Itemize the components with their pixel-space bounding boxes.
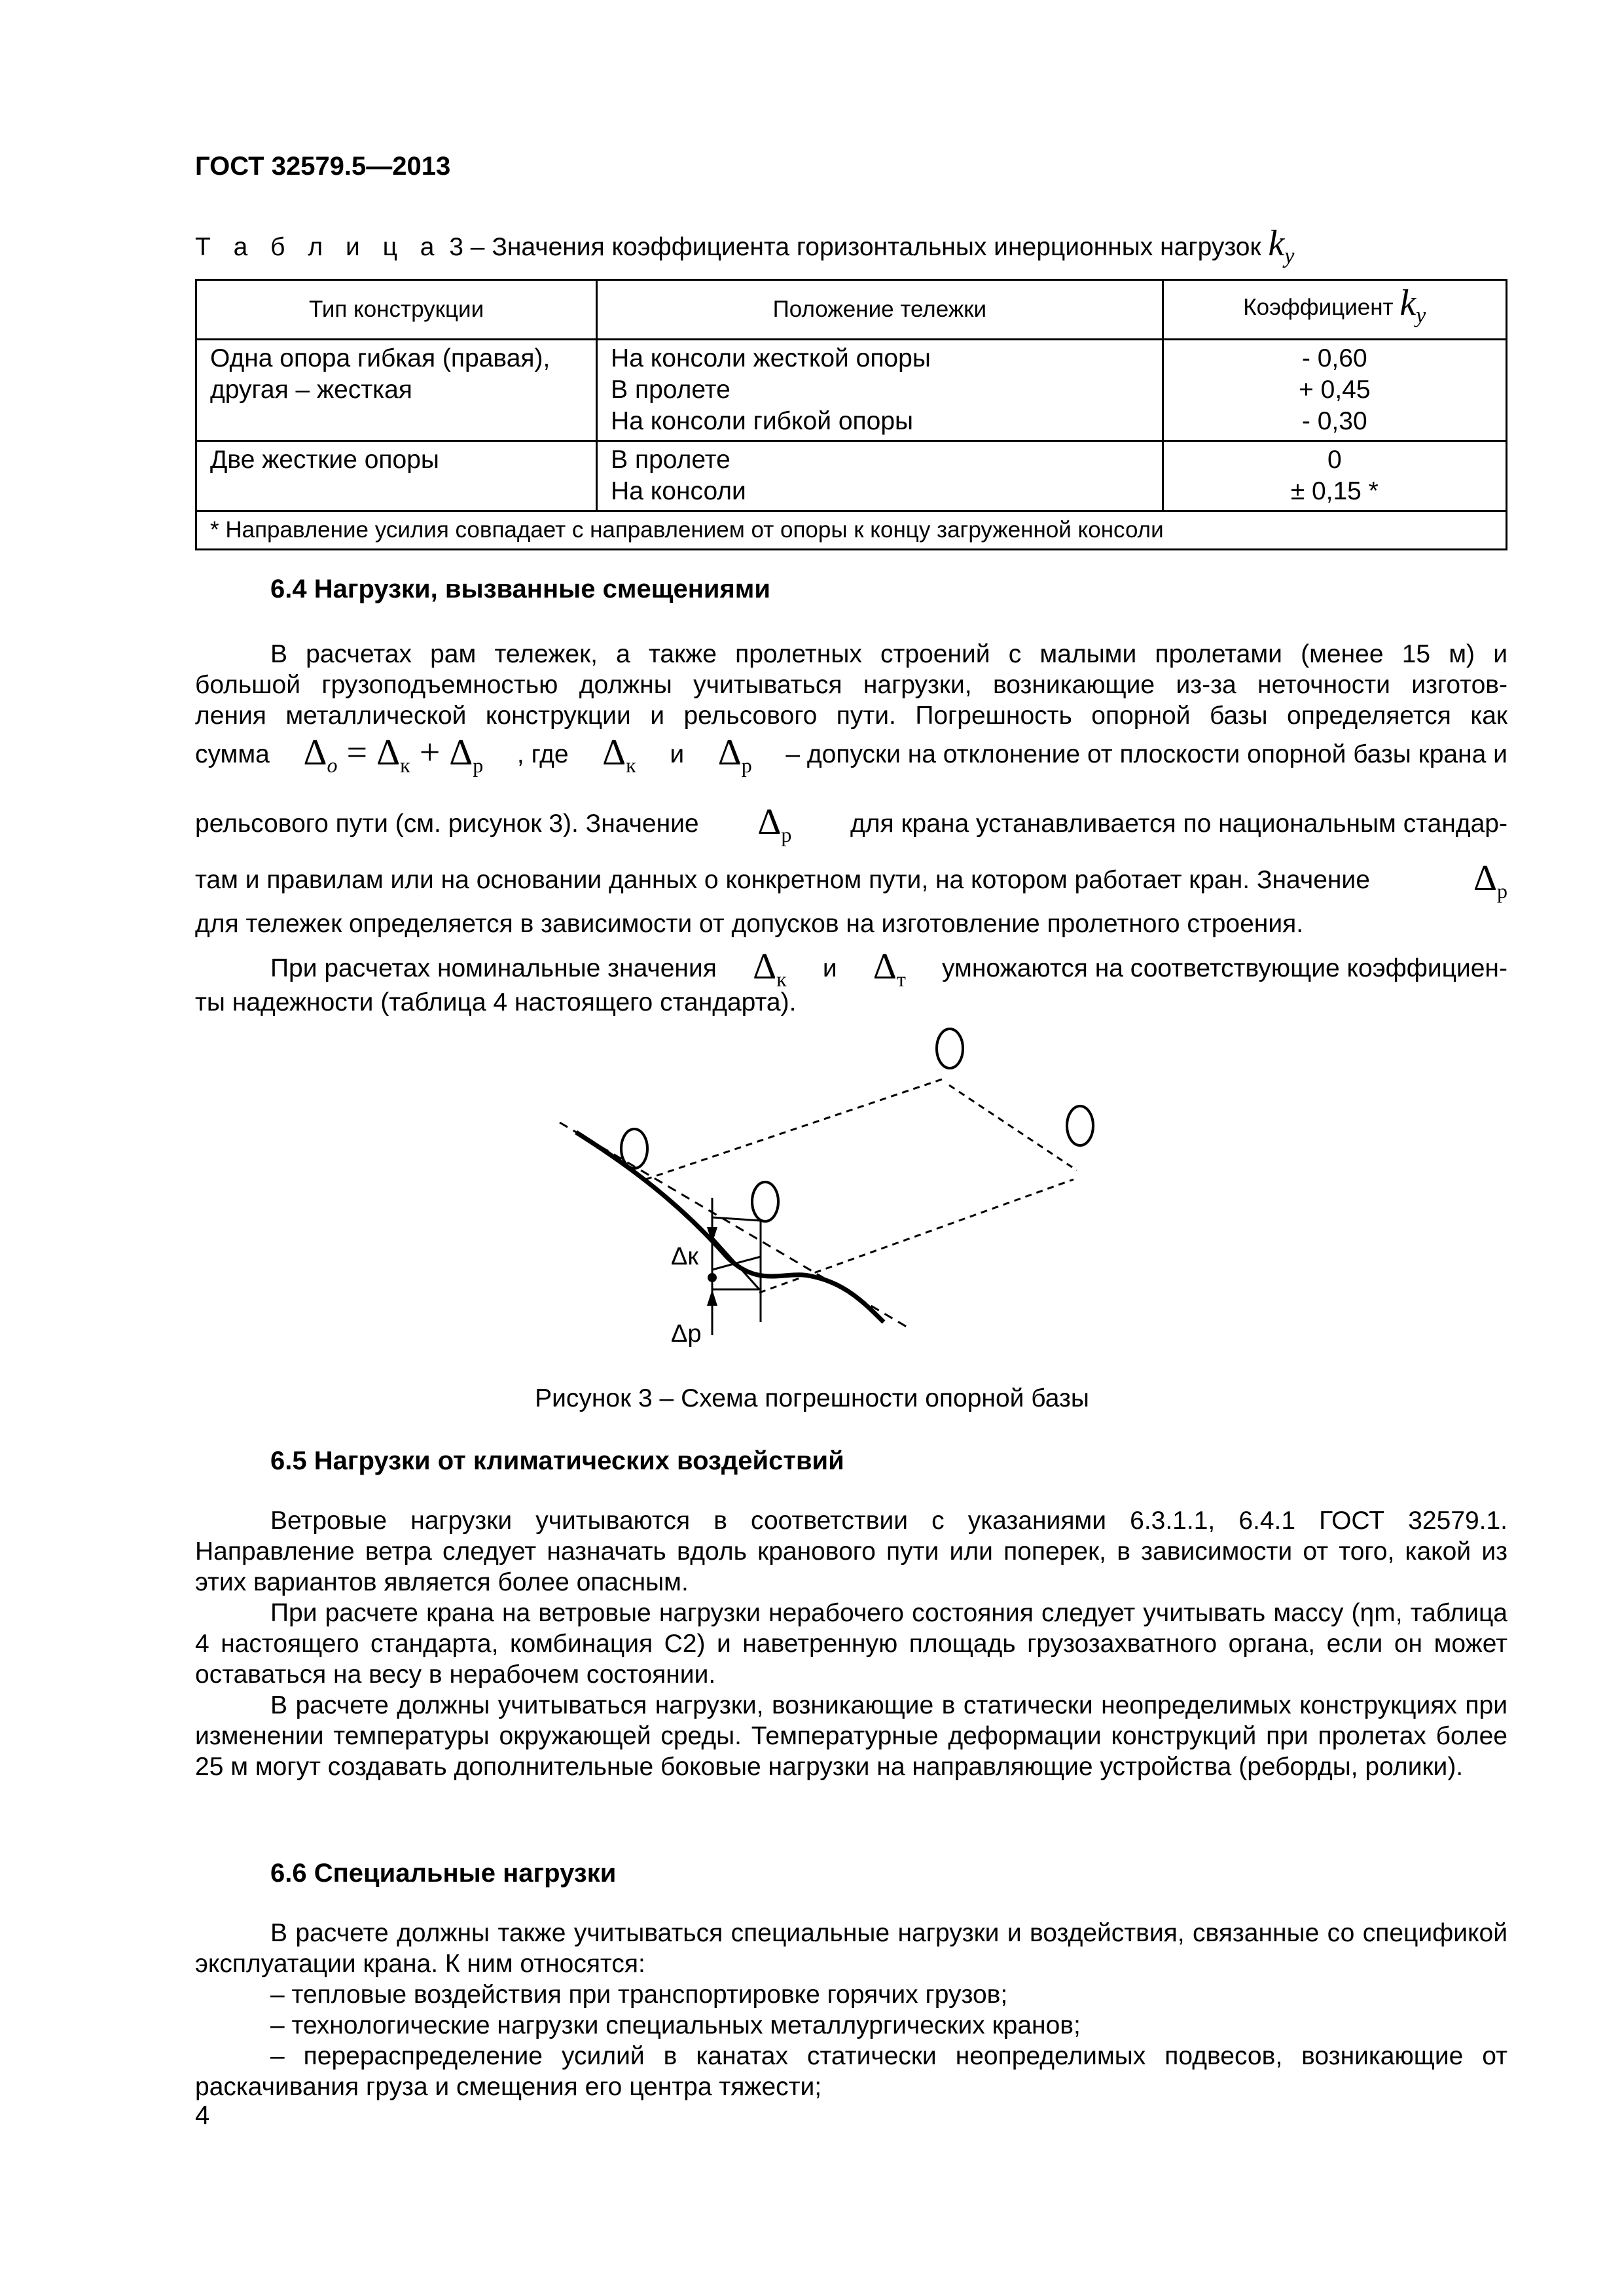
cell-type: Одна опора гибкая (правая), другая – жесткая bbox=[196, 340, 597, 441]
paragraph-line: При расчетах номинальные значения $\Delta_к$ и $\Delta_т$ умножаются на соответствующие коэффициен- bbox=[270, 946, 1507, 992]
paragraph-line: там и правилам или на основании данных о конкретном пути, на котором работает кран. Значение $\Delta_р$ bbox=[195, 858, 1507, 903]
paragraph-line: ты надежности (таблица 4 настоящего стандарта). bbox=[195, 988, 797, 1016]
table-caption bbox=[195, 223, 1294, 269]
section-heading-6-4: 6.4 Нагрузки, вызванные смещениями bbox=[270, 575, 770, 603]
col-header-type: Тип конструкции bbox=[196, 280, 597, 340]
document-header: ГОСТ 32579.5—2013 bbox=[195, 152, 451, 181]
table-caption-text: 3 – Значения коэффициента горизонтальных инерционных нагрузок bbox=[442, 233, 1261, 261]
formula-text: , где bbox=[516, 740, 569, 769]
table-row bbox=[196, 340, 1507, 441]
formula-text: сумма bbox=[195, 740, 270, 769]
formula-sum: $\Delta_o = \Delta_к + \Delta_р$ bbox=[303, 732, 484, 778]
table-header-row bbox=[196, 280, 1507, 340]
paragraph: При расчете крана на ветровые нагрузки нерабочего состояния следует учитывать массу (ηm, таблица 4 настоящего стандарта, комбинация С2) и наветренную площадь грузозахватного органа, если он может оставаться на весу в нерабочем состоянии. bbox=[195, 1599, 1507, 1689]
label-delta-k: Δк bbox=[671, 1243, 699, 1270]
paragraph-line: В расчетах рам тележек, а также пролетных строений с малыми пролетами (менее 15 м) и bbox=[270, 640, 1507, 668]
figure-3-diagram bbox=[0, 1008, 1624, 1388]
delta-t-symbol: $\Delta_т$ bbox=[873, 946, 906, 992]
formula-text: – допуски на отклонение от плоскости опорной базы крана и bbox=[785, 740, 1507, 769]
cell-coefficient: 0 ± 0,15 * bbox=[1163, 441, 1506, 511]
delta-p-symbol: $\Delta_р$ bbox=[757, 802, 792, 847]
cell-position: В пролете На консоли bbox=[597, 441, 1163, 511]
delta-p-symbol: $\Delta_р$ bbox=[717, 732, 752, 778]
dashed-line bbox=[645, 1078, 946, 1179]
paragraph-line: для тележек определяется в зависимости от допусков на изготовление пролетного строения. bbox=[195, 910, 1304, 938]
table-footnote-row bbox=[196, 511, 1507, 550]
delta-k-symbol: $\Delta_к$ bbox=[602, 732, 636, 778]
wheel-circle bbox=[621, 1129, 647, 1168]
cell-coefficient: - 0,60 + 0,45 - 0,30 bbox=[1163, 340, 1506, 441]
paragraph: В расчете должны учитываться нагрузки, возникающие в статически неопределимых конструкциях при изменении температуры окружающей среды. Температурные деформации конструкций при пролетах более 25 м могут создавать дополнительные боковые нагрузки на направляющие устройства (реборды, ролики). bbox=[195, 1691, 1507, 1781]
point-marker bbox=[708, 1273, 717, 1282]
wheel-circle bbox=[752, 1182, 778, 1221]
paragraph: В расчете должны также учитываться специальные нагрузки и воздействия, связанные со спецификой эксплуатации крана. К ним относятся: bbox=[195, 1919, 1507, 1978]
dashed-line bbox=[949, 1085, 1077, 1170]
col-header-position: Положение тележки bbox=[597, 280, 1163, 340]
label-delta-p: Δр bbox=[671, 1320, 702, 1348]
paragraph-line: рельсового пути (см. рисунок 3). Значение $\Delta_р$ для крана устанавливается по национальным стандар- bbox=[195, 802, 1507, 847]
delta-p-symbol: $\Delta_р$ bbox=[1473, 858, 1507, 903]
col-header-coefficient: Коэффициент $k_y$ bbox=[1163, 280, 1506, 340]
list-item: – технологические нагрузки специальных металлургических кранов; bbox=[270, 2011, 1081, 2039]
page-number: 4 bbox=[195, 2101, 210, 2130]
table-footnote: * Направление усилия совпадает с направлением от опоры к концу загруженной консоли bbox=[196, 511, 1507, 550]
rail-curve bbox=[576, 1132, 884, 1322]
coefficient-table bbox=[195, 279, 1507, 550]
paragraph-line: ления металлической конструкции и рельсового пути. Погрешность опорной базы определяется как bbox=[195, 702, 1507, 730]
wheel-circle bbox=[1067, 1106, 1093, 1145]
wheel-circle bbox=[937, 1029, 963, 1068]
table-caption-prefix: Т а б л и ц а bbox=[195, 233, 442, 261]
paragraph: Ветровые нагрузки учитываются в соответствии с указаниями 6.3.1.1, 6.4.1 ГОСТ 32579.1. Направление ветра следует назначать вдоль кранового пути или поперек, в зависимости от того, какой из этих вариантов является более опасным. bbox=[195, 1507, 1507, 1596]
table-row bbox=[196, 441, 1507, 511]
arrow-up-icon bbox=[707, 1289, 717, 1306]
delta-k-symbol: $\Delta_к$ bbox=[753, 946, 787, 992]
hatch-line bbox=[712, 1237, 759, 1289]
section-heading-6-6: 6.6 Специальные нагрузки bbox=[270, 1859, 617, 1888]
figure-caption: Рисунок 3 – Схема погрешности опорной базы bbox=[535, 1384, 1089, 1412]
list-item: – тепловые воздействия при транспортировке горячих грузов; bbox=[270, 1981, 1008, 2009]
cell-type: Две жесткие опоры bbox=[196, 441, 597, 511]
formula-text: и bbox=[670, 740, 685, 769]
k-symbol: $k_y$ bbox=[1268, 223, 1295, 269]
section-heading-6-5: 6.5 Нагрузки от климатических воздействий bbox=[270, 1446, 844, 1475]
hatch-line bbox=[712, 1217, 761, 1221]
cell-position: На консоли жесткой опоры В пролете На консоли гибкой опоры bbox=[597, 340, 1163, 441]
paragraph-line: большой грузоподъемностью должны учитываться нагрузки, возникающие из-за неточности изготов- bbox=[195, 671, 1507, 699]
formula-line bbox=[195, 732, 1507, 778]
list-item: – перераспределение усилий в канатах статически неопределимых подвесов, возникающие от раскачивания груза и смещения его центра тяжести; bbox=[195, 2042, 1507, 2101]
